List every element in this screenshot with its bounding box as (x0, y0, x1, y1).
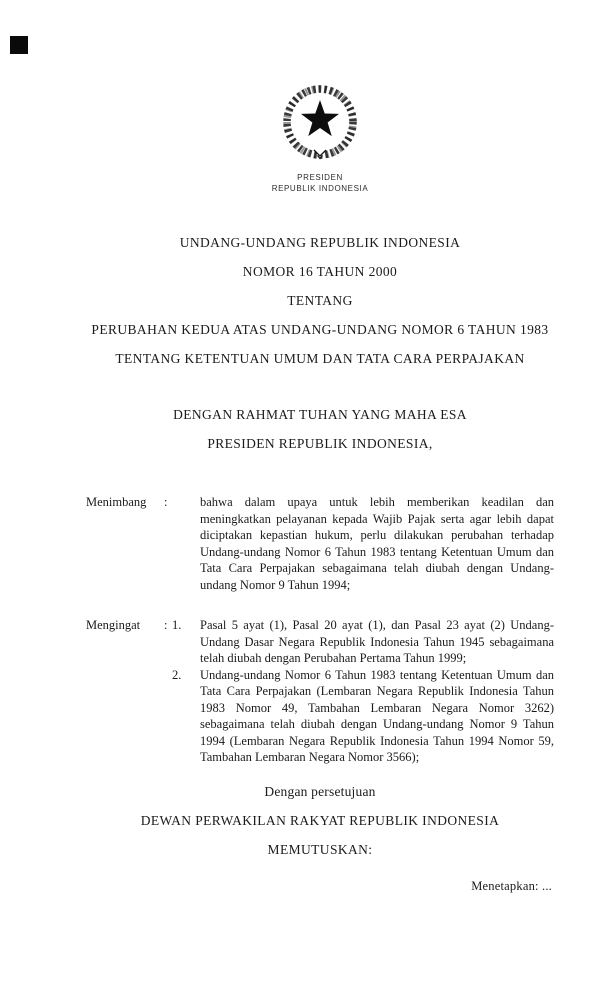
recalling-item-number: 2. (172, 667, 182, 682)
recalling-clause (86, 617, 554, 766)
recalling-item-text: Pasal 5 ayat (1), Pasal 20 ayat (1), dan Pasal 23 ayat (2) Undang-Undang Dasar Negara Republik Indonesia Tahun 1945 sebagaimana telah diubah dengan Perubahan Pertama Tahun 1999; (200, 618, 554, 665)
considering-colon: : (164, 495, 168, 509)
scan-corner-mark (10, 36, 28, 54)
invocation-line: DENGAN RAHMAT TUHAN YANG MAHA ESA (173, 407, 467, 422)
decision-line: MEMUTUSKAN: (267, 841, 373, 857)
presidential-seal-icon (280, 84, 360, 164)
document-title (86, 228, 554, 373)
recalling-item-number: 1. (172, 618, 182, 632)
recalling-label: Mengingat (86, 618, 141, 632)
title-line-number: NOMOR 16 TAHUN 2000 (242, 264, 398, 279)
title-line-subject-1: PERUBAHAN KEDUA ATAS UNDANG-UNDANG NOMOR 6 TAHUN 1983 (91, 322, 549, 337)
recalling-colon: : (164, 618, 168, 632)
considering-clause (86, 494, 554, 593)
title-line-about: TENTANG (287, 293, 353, 308)
preamble-clauses (86, 494, 554, 766)
stipulation-catchword: Menetapkan: ... (471, 878, 552, 893)
recalling-item (172, 617, 554, 667)
recalling-item (172, 667, 554, 766)
title-line-subject-2: TENTANG KETENTUAN UMUM DAN TATA CARA PERPAJAKAN (115, 351, 525, 366)
seal-caption-line-1: PRESIDEN (297, 173, 343, 182)
recalling-item-text: Undang-undang Nomor 6 Tahun 1983 tentang Ketentuan Umum dan Tata Cara Perpajakan (Lembaran Negara Republik Indonesia Tahun 1983 Nomor 49, Tambahan Lembaran Negara Nomor 3262) sebagaimana telah diubah dengan Undang-undang Nomor 9 Tahun 1994 (Lembaran Negara Republik Indonesia Tahun 1994 Nomor 59, Tambahan Lembaran Negara Nomor 3566); (200, 667, 554, 764)
considering-label: Menimbang (86, 495, 147, 509)
seal-block (86, 0, 554, 194)
seal-caption-line-2: REPUBLIK INDONESIA (271, 183, 369, 193)
authority-line: PRESIDEN REPUBLIK INDONESIA, (207, 436, 433, 451)
recalling-list (172, 617, 554, 766)
parliament-line: DEWAN PERWAKILAN RAKYAT REPUBLIK INDONESIA (140, 812, 500, 828)
approval-line: Dengan persetujuan (264, 783, 376, 799)
considering-text: bahwa dalam upaya untuk lebih memberikan keadilan dan meningkatkan pelayanan kepada Wajib Pajak serta agar lebih dapat diciptakan kepastian hukum, perlu dilakukan perubahan terhadap Undang-undang Nomor 6 Tahun 1983 tentang Ketentuan Umum dan Tata Cara Perpajakan sebagaimana telah diubah dengan Undang-undang Nomor 9 Tahun 1994; (200, 495, 554, 592)
title-line-law: UNDANG-UNDANG REPUBLIK INDONESIA (179, 235, 461, 250)
